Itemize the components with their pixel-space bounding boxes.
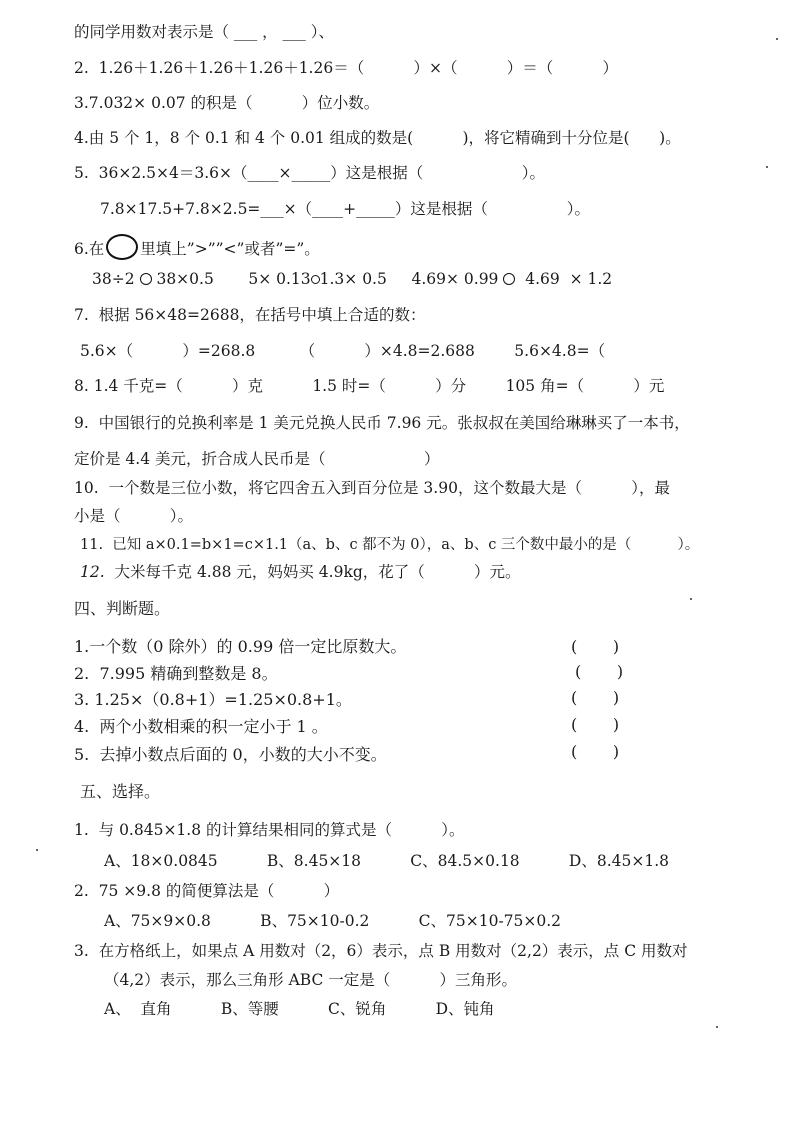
question-6-prefix: 6.在 [74,240,105,258]
question-10: 10. 一个数是三位小数，将它四舍五入到百分位是 3.90，这个数最大是（ ），最 [74,479,670,497]
large-circle-icon [106,234,138,260]
section-4-title: 四、判断题。 [74,599,171,618]
question-9-cont: 定价是 4.4 美元，折合成人民币是（ ） [74,450,440,468]
judge-answer-5: ( ) [571,742,620,761]
choice-q3: 3. 在方格纸上，如果点 A 用数对（2，6）表示，点 B 用数对（2,2）表示，点 C 用数对 [74,942,688,960]
judge-item-2: 2. 7.995 精确到整数是 8。 [74,664,278,683]
scan-speck [766,166,768,168]
choice-q1-options: A、18×0.0845 B、8.45×18 C、84.5×0.18 D、8.45×1.8 [104,852,670,870]
compare-a-left: 38÷2 [92,270,135,288]
compare-c-right: 4.69 × 1.2 [525,270,613,288]
question-6-suffix: 里填上”>””<”或者”=”。 [140,240,320,258]
judge-answer-2: ( ) [575,662,624,681]
scan-speck [690,598,692,600]
compare-c-left: 4.69× 0.99 [411,270,499,288]
compare-circle-icon [140,273,152,285]
compare-circle-icon [503,273,515,285]
question-6-header [74,234,320,260]
judge-answer-4: ( ) [571,715,620,734]
judge-item-4: 4. 两个小数相乘的积一定小于 1 。 [74,717,328,736]
judge-item-3: 3. 1.25×（0.8+1）=1.25×0.8+1。 [74,690,352,709]
question-10-cont: 小是（ ）。 [74,507,194,525]
question-6-row [92,269,612,289]
scan-speck [776,38,778,40]
judge-item-5: 5. 去掉小数点后面的 0，小数的大小不变。 [74,745,387,764]
compare-circle-icon [311,275,320,284]
choice-q1: 1. 与 0.845×1.8 的计算结果相同的算式是（ ）。 [74,821,465,839]
scan-speck [716,1026,718,1028]
question-2: 2. 1.26＋1.26＋1.26＋1.26＋1.26＝（ ）×（ ）＝（ ） [74,59,618,77]
question-3: 3.7.032× 0.07 的积是（ ）位小数。 [74,94,380,112]
choice-q3-cont: （4,2）表示，那么三角形 ABC 一定是（ ）三角形。 [104,971,518,989]
compare-a-right: 38×0.5 [156,270,214,288]
choice-q2-options: A、75×9×0.8 B、75×10-0.2 C、75×10-75×0.2 [104,912,562,930]
judge-answer-3: ( ) [571,688,620,707]
question-5b: 7.8×17.5+7.8×2.5=___×（____+_____）这是根据（ ）。 [100,200,590,218]
compare-b-right: 1.3× 0.5 [319,270,387,288]
question-12 [80,562,521,582]
question-12-number: 12. [80,563,105,581]
choice-q3-options: A、 直角 B、等腰 C、锐角 D、钝角 [104,1000,495,1018]
question-8: 8. 1.4 千克=（ ）克 1.5 时=（ ）分 105 角=（ ）元 [74,377,665,395]
compare-b-left: 5× 0.13 [248,270,311,288]
scan-speck [36,849,38,851]
question-12-text: 大米每千克 4.88 元，妈妈买 4.9kg，花了（ ）元。 [114,563,521,581]
judge-item-1: 1.一个数（0 除外）的 0.99 倍一定比原数大。 [74,637,407,656]
question-7: 7. 根据 56×48=2688，在括号中填上合适的数： [74,306,426,324]
judge-answer-1: ( ) [571,637,620,656]
question-9: 9. 中国银行的兑换利率是 1 美元兑换人民币 7.96 元。张叔叔在美国给琳琳买了一本书， [74,414,690,432]
choice-q2: 2. 75 ×9.8 的简便算法是（ ） [74,882,340,900]
question-5a: 5. 36×2.5×4＝3.6×（____×_____）这是根据（ ）。 [74,164,546,182]
section-5-title: 五、选择。 [80,782,161,801]
question-7-blanks: 5.6×（ ）=268.8 （ ）×4.8=2.688 5.6×4.8=（ [80,342,606,360]
q1-continuation: 的同学用数对表示是（ ___ ， ___ ）、 [74,23,334,41]
question-11: 11. 已知 a×0.1=b×1=c×1.1（a、b、c 都不为 0），a、b、c 三个数中最小的是（ ）。 [80,537,700,553]
question-4: 4.由 5 个 1，8 个 0.1 和 4 个 0.01 组成的数是( )，将它精确到十分位是( )。 [74,129,681,147]
